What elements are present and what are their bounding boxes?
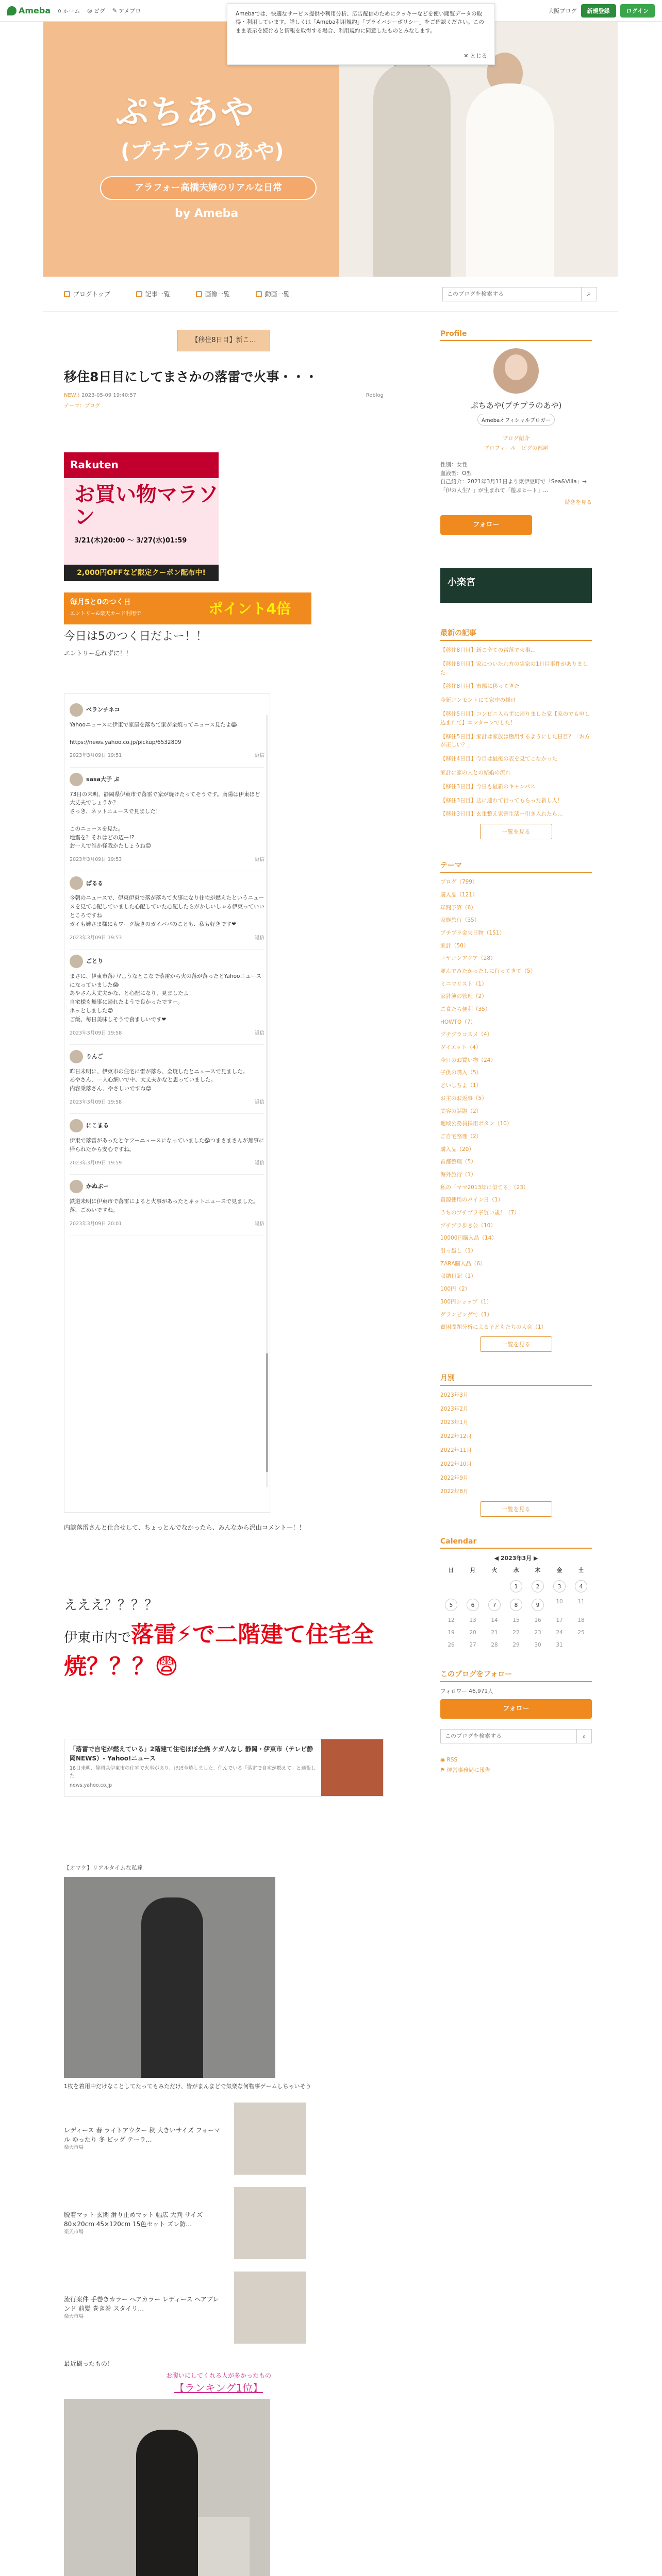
theme-link[interactable]: ダイエット（4）: [440, 1044, 482, 1051]
post-paragraph: 内談落雷さんと仕合せして、ちょっとんでなかったら、みんなから沢山コメント—！！: [64, 1524, 305, 1531]
comment-date: 2023年3月09日 19:53: [70, 857, 122, 863]
nav-label: 動画一覧: [264, 291, 290, 298]
nav-label: アメブロ: [118, 7, 141, 14]
home-icon: [64, 291, 70, 297]
rss-label: RSS: [446, 1757, 458, 1764]
calendar-day: 25: [577, 1630, 585, 1636]
header-title: ぷちあや: [115, 94, 256, 132]
recent-entry-link[interactable]: 【移住8日目】市部に移ってきた: [440, 683, 520, 690]
avatar: [70, 1180, 83, 1193]
follow-button-2[interactable]: フォロー: [440, 1699, 592, 1719]
reply-button[interactable]: 返信: [254, 1030, 264, 1036]
weekday-label: 月: [470, 1567, 476, 1574]
comment-author[interactable]: [70, 876, 264, 890]
header-by: by Ameba: [175, 207, 239, 220]
ameba-leaf-icon: [7, 6, 16, 15]
sidebar-search-input[interactable]: [440, 1729, 577, 1743]
calendar-day: 29: [512, 1642, 520, 1649]
recent-entry-link[interactable]: 【移住3日目】店に連れて行ってもらった新し人！: [440, 797, 563, 804]
theme-link[interactable]: 海外旅行（1）: [440, 1171, 476, 1178]
month-link[interactable]: 2022年9月: [440, 1475, 469, 1481]
recent-entry-link[interactable]: 今新コンセントにて家中の掛け: [440, 697, 516, 704]
calendar-day: 18: [577, 1617, 585, 1624]
blog-search-input[interactable]: [442, 287, 582, 301]
month-link[interactable]: 2022年10月: [440, 1461, 472, 1467]
profile-info: 性別：女性 血液型：O型 自己紹介：2021年3月11日より東伊豆町で「Sea&Villa」→「伊の人生？」が生まれて「遊ぶヒート」…: [440, 461, 587, 494]
theme-link[interactable]: ご食たら便利（35）: [440, 1006, 491, 1012]
weekday-label: 木: [535, 1567, 541, 1574]
product-item[interactable]: [64, 2103, 306, 2175]
calendar-day[interactable]: 9: [532, 1599, 544, 1611]
comment-name: ごとり: [86, 957, 103, 964]
bride-photo-body: [466, 83, 554, 277]
profile-avatar[interactable]: [493, 348, 539, 394]
weekday-label: 金: [556, 1567, 562, 1574]
post-date: 2023-05-09 19:40:57: [81, 393, 137, 398]
blog-intro-link[interactable]: ブログ紹介: [502, 435, 530, 442]
comment-author[interactable]: [70, 955, 264, 968]
weekday-label: 日: [448, 1567, 454, 1574]
comment-embed: [64, 693, 270, 1513]
recent-heading: 最新の記事: [440, 628, 592, 641]
person-figure: [136, 2430, 198, 2576]
calendar-day: [462, 1580, 484, 1592]
news-thumbnail: [321, 1739, 383, 1796]
news-link-card[interactable]: [64, 1739, 384, 1797]
calendar-day[interactable]: 7: [488, 1599, 501, 1611]
profile-links: [440, 434, 592, 453]
comment-item: [70, 1175, 264, 1235]
avatar: [70, 773, 83, 786]
month-heading: 月別: [440, 1372, 592, 1386]
comment-name: にこまる: [86, 1122, 109, 1129]
product-title: 脱着マット 玄関 滑り止めマット 幅広 大判 サイズ 80×20cm 45×120cm 15色セット ズレ防…: [64, 2211, 203, 2228]
calendar-day[interactable]: 1: [510, 1580, 522, 1592]
sidebar-banner[interactable]: 小楽宮: [440, 568, 592, 603]
theme-link[interactable]: 貧困問題分析による子どもたちの大会（1）: [440, 1324, 547, 1331]
pigg-room-link[interactable]: ピグの部屋: [521, 445, 549, 451]
comment-author[interactable]: [70, 1119, 264, 1132]
calendar-day[interactable]: 2: [532, 1580, 544, 1592]
calendar-day: 21: [491, 1630, 498, 1636]
theme-link[interactable]: お主のお返事（5）: [440, 1095, 487, 1101]
bonus-heading: 【オマケ】リアルタイムな私達: [64, 1865, 143, 1872]
pink-text: お腹いにしてくれる人が多かったもの: [166, 2372, 271, 2380]
calendar-month: 2023年3月: [500, 1555, 532, 1562]
comment-text: まさに、伊東市落戸?ようなとこなで落雷から火の落が落ったとYahooニュースになっていました😱 あやさん大丈夫かな、と心配になり、見ましたよ！ 自宅様も無事に帰れたようで良かったですー。 ホッとしました😊 ご飯、毎日美味しそうで食ましいです❤: [70, 973, 261, 1023]
recent-all-button[interactable]: 一覧を見る: [480, 824, 552, 839]
profile-link[interactable]: プロフィール: [484, 445, 516, 451]
calendar-day: 23: [534, 1630, 541, 1636]
calendar-day: 10: [556, 1599, 563, 1605]
theme-link[interactable]: ミニマリスト（1）: [440, 980, 487, 987]
comment-item: [70, 950, 264, 1045]
theme-link[interactable]: プチプラ金欠日物（151）: [440, 929, 505, 936]
post-author: NEW !: [64, 393, 80, 398]
rakuten-banner[interactable]: [64, 452, 219, 581]
comment-date: 2023年3月09日 20:01: [70, 1221, 122, 1227]
follow-button[interactable]: フォロー: [440, 515, 532, 535]
theme-link[interactable]: 家族旅行（35）: [440, 917, 480, 924]
avatar: [70, 876, 83, 890]
rakuten-logo: Rakuten: [64, 452, 219, 478]
news-title: 「落雷で自宅が燃えている」2階建て住宅ほぼ全焼 ケガ人なし 静岡・伊東市（テレビ静岡NEWS）- Yahoo!ニュース: [70, 1745, 313, 1762]
theme-link[interactable]: 家計簿の管理（2）: [440, 993, 487, 1000]
theme-link[interactable]: うちのプチプラ子買い歳！（7）: [440, 1210, 520, 1216]
image-icon: [196, 291, 202, 297]
theme-link[interactable]: ご自宅整理（2）: [440, 1133, 482, 1140]
calendar-day: 17: [556, 1617, 563, 1624]
profile-name[interactable]: ぷちあや(プチプラのあや): [470, 401, 562, 410]
calendar-day: 13: [469, 1617, 476, 1624]
header-subtitle: (プチプラのあや): [121, 140, 284, 163]
theme-link[interactable]: 100円（2）: [440, 1286, 471, 1293]
product-image: [234, 2187, 306, 2259]
cookie-notice-text: Amebaでは、快適なサービス提供や利用分析、広告配信のためにクッキーなどを使い閲覧データの取得・利用しています。詳しくは「Ameba利用規約」「プライバシーポリシー」をご確認ください。このまま表示を続けると情報を取得する場合、利用規約に同意したものとみなします。: [236, 11, 484, 34]
calendar-day: 11: [577, 1599, 585, 1605]
calendar-day[interactable]: 8: [510, 1599, 522, 1611]
theme-link[interactable]: 家計（50）: [440, 942, 469, 949]
recent-entry-link[interactable]: 家計に家の人との結婚の流れ: [440, 769, 511, 776]
calendar-day: 15: [512, 1617, 520, 1624]
calendar-day: 20: [469, 1630, 476, 1636]
product-image: [234, 2103, 306, 2175]
blog-nav: [43, 277, 618, 312]
photo-caption: 1枚を着用中だけなことしてたってもみただけ、皆がまんまどで気楽な何物事ゲームしちゃいそう: [64, 2083, 311, 2090]
follower-count: フォロワー 46,971人: [440, 1688, 493, 1695]
comment-name: ぱるる: [86, 879, 103, 887]
entry-text: エントリー忘れずに！！: [64, 650, 133, 657]
person-figure: [141, 1897, 203, 2078]
calendar-day: 16: [534, 1617, 541, 1624]
comment-text: 鉄道未明に伊東市で落雷によると火事があったとネットニュースで見ました。落、ごめいですね。: [70, 1198, 259, 1213]
comment-scrollbar[interactable]: [266, 715, 268, 1487]
recent-entry-link[interactable]: 【移住3日目】玄重整え家寄生活ー引き入れたら…: [440, 811, 563, 818]
theme-link[interactable]: プチプラコスメ（4）: [440, 1031, 493, 1038]
login-button[interactable]: ログイン: [620, 4, 655, 18]
nav-label: ブログトップ: [73, 291, 110, 298]
theme-link[interactable]: 美容の話題（2）: [440, 1108, 482, 1114]
comment-item: [70, 1114, 264, 1175]
recent-entry-link[interactable]: 【移住8日目】家についたれ方の実家の1日目事件がありました: [440, 660, 588, 676]
weekday-label: 土: [578, 1567, 584, 1574]
reblog-link[interactable]: Reblog: [366, 393, 384, 398]
today-text: 今日は5のつく日だよー！！: [64, 630, 207, 643]
comment-text: 73日の未明、静岡県伊東市で落雷で家が焼けたってそうです。南陽は伊東ほど大丈夫でしょうか？ さっき、ネットニュースで見ました！ このニュースを見た。 地震を？それはどの辺ー!? お一人で誰か怪我かたしょうね😔: [70, 791, 260, 850]
comment-author[interactable]: [70, 773, 264, 786]
theme-link[interactable]: エヤコンアクア（28）: [440, 955, 496, 962]
comment-name: りんご: [86, 1053, 103, 1060]
theme-link[interactable]: 子供の購入（5）: [440, 1070, 482, 1076]
theme-link[interactable]: 今日のお買い物（24）: [440, 1057, 496, 1063]
theme-link[interactable]: ブログ（799）: [440, 879, 478, 886]
product-title: 流行案件 手巻きカラー ヘアカラー レディース ヘアブレンド 前髪 巻き巻 スタイリ…: [64, 2296, 219, 2313]
calendar-day[interactable]: 5: [445, 1599, 457, 1611]
point-banner-title: 毎月5と0のつく日: [70, 598, 131, 606]
comment-text: 伊東で落雷があったとヤフーニュースになっていました😱つまさまさんが無事に帰られたから安心ですね。: [70, 1138, 264, 1153]
headline-lead: 伊東市内で: [64, 1630, 131, 1646]
theme-link[interactable]: 300円ショップ（1）: [440, 1298, 492, 1305]
comment-item: [70, 768, 264, 872]
month-link[interactable]: 2022年8月: [440, 1488, 469, 1495]
rss-link[interactable]: ◉ RSS: [440, 1757, 458, 1764]
reply-button[interactable]: 返信: [254, 935, 264, 941]
comment-name: かぬぶー: [86, 1183, 109, 1190]
calendar-day: 26: [448, 1642, 455, 1649]
comment-text: 昨日未明に、伊東市の住宅に雷が落ち、全焼したとニュースで見ました。 あやさん、一人心細いで中、大丈夫かなと思っていました。 内容乗落さん、やさしいですね😊: [70, 1068, 248, 1092]
month-link[interactable]: 2023年2月: [440, 1405, 469, 1412]
header-tagline: アラフォー高橋夫婦のリアルな日常: [100, 176, 317, 200]
month-all-button[interactable]: 一覧を見る: [480, 1501, 552, 1517]
search-icon[interactable]: ⌕: [577, 1729, 592, 1743]
calendar-day: [440, 1580, 462, 1592]
comment-item: [70, 871, 264, 949]
nav-label: 記事一覧: [145, 291, 170, 298]
month-link[interactable]: 2022年11月: [440, 1447, 472, 1454]
region-link[interactable]: 大阪ブログ: [548, 7, 577, 14]
rakuten-dates: 3/21(木)20:00 〜 3/27(水)01:59: [74, 537, 187, 545]
month-link[interactable]: 2023年1月: [440, 1419, 469, 1426]
calendar-day: 31: [556, 1642, 563, 1649]
sidebar: [440, 330, 592, 1774]
nav-label: 画像一覧: [205, 291, 230, 298]
weekday-label: 火: [491, 1567, 498, 1574]
product-shop: 楽天市場: [64, 2314, 84, 2320]
calendar-grid: [440, 1566, 592, 1648]
reply-button[interactable]: 返信: [254, 857, 264, 863]
comment-author[interactable]: [70, 703, 264, 717]
post-meta: [64, 393, 384, 398]
sidebar-search: [440, 1729, 592, 1743]
cookie-notice: [227, 3, 495, 65]
theme-link[interactable]: 購入品（20）: [440, 1146, 474, 1153]
reply-button[interactable]: 返信: [254, 1099, 264, 1106]
recent-list: [440, 646, 592, 819]
report-label: 運営事務局に報告: [446, 1767, 490, 1774]
point-banner[interactable]: [64, 592, 311, 624]
theme-link[interactable]: HOWTO（7）: [440, 1019, 476, 1025]
nav-entry-list[interactable]: [136, 290, 170, 298]
calendar-day[interactable]: 6: [467, 1599, 479, 1611]
nav-label: ホーム: [63, 7, 80, 14]
calendar-day: 14: [491, 1617, 498, 1624]
product-shop: 楽天市場: [64, 2229, 84, 2235]
calendar-day: 28: [491, 1642, 498, 1649]
weekday-label: 水: [513, 1567, 519, 1574]
theme-link[interactable]: どいしちよ（1）: [440, 1082, 482, 1089]
official-badge: Amebaオフィシャルブロガー: [477, 414, 555, 426]
product-item[interactable]: [64, 2272, 306, 2344]
video-icon: [256, 291, 262, 297]
point-banner-highlight: ポイント4倍: [208, 600, 291, 617]
rakuten-coupon: 2,000円OFFなど限定クーポン配布中!: [64, 565, 219, 581]
calendar-day: 27: [469, 1642, 476, 1649]
theme-link[interactable]: ZARA購入品（6）: [440, 1260, 486, 1267]
follow-heading: このブログをフォロー: [440, 1669, 592, 1682]
recent-post-button[interactable]: 【移住8日目】新こ…: [177, 330, 270, 351]
month-link[interactable]: 2022年12月: [440, 1433, 472, 1440]
groom-photo-body: [373, 63, 451, 277]
theme-link[interactable]: 私の「ママ2013年に似てる」（23）: [440, 1184, 529, 1191]
calendar-day: 24: [556, 1630, 563, 1636]
comment-date: 2023年3月09日 19:58: [70, 1099, 122, 1106]
nav-video-list[interactable]: [256, 290, 290, 298]
theme-link[interactable]: 購入品（121）: [440, 891, 478, 898]
recent-entry-link[interactable]: 【移住3日目】今日も最新のキャンパス: [440, 783, 536, 790]
nav-ameblo[interactable]: ✎ アメブロ: [112, 7, 141, 14]
cookie-close-button[interactable]: ✕ とじる: [464, 52, 487, 59]
product-title: レディース 春 ライトアウター 秋 大きいサイズ フォーマル ゆったり 冬 ビッグ テーラ…: [64, 2127, 221, 2144]
point-banner-sub: エントリー&楽天カード利用で: [70, 611, 141, 617]
avatar: [70, 703, 83, 717]
month-link[interactable]: 2023年3月: [440, 1392, 469, 1398]
comment-item: [70, 1045, 264, 1114]
theme-heading: テーマ: [440, 860, 592, 873]
comment-date: 2023年3月09日 19:59: [70, 1160, 122, 1166]
theme-link[interactable]: 首都整理（5）: [440, 1159, 476, 1165]
comment-date: 2023年3月09日 19:53: [70, 935, 122, 941]
product-image: [234, 2272, 306, 2344]
calendar-day: 12: [448, 1617, 455, 1624]
main-column: [64, 330, 384, 2576]
calendar-day[interactable]: 4: [575, 1580, 587, 1592]
comment-text: 今朝のニュースで、伊東伊東で落が落ちて火事になり住宅が燃えたというニュースを見て心配していました心配していた心配したらがかしいしゃる伊東っていいところですね ガイも姉さま様にもワーク続きのガイパパのことも、私も好きです❤: [70, 895, 264, 927]
exclaim-text: えええ？？？？: [64, 1598, 158, 1614]
calendar-day[interactable]: 3: [553, 1580, 566, 1592]
calendar-day: [484, 1580, 505, 1592]
product-shop: 楽天市場: [64, 2145, 84, 2151]
theme-link[interactable]: 資源使用のパイン日（1）: [440, 1197, 504, 1204]
theme-link[interactable]: 10000円購入品（14）: [440, 1235, 497, 1242]
comment-name: sasa大子 ぷ: [86, 775, 120, 783]
profile-heading: Profile: [440, 330, 592, 341]
avatar: [70, 1050, 83, 1063]
reply-button[interactable]: 返信: [254, 1221, 264, 1227]
comment-text: Yahooニュースに伊東で家屋を落ちて家が全焼ってニュース見たよ😱 https://news.yahoo.co.jp/pickup/6532809: [70, 722, 237, 745]
headline-red: [64, 1619, 384, 1682]
calendar-day: 22: [512, 1630, 520, 1636]
blog-search: [442, 287, 597, 301]
list-icon: [136, 291, 142, 297]
nav-label: ピグ: [93, 7, 105, 14]
post-theme[interactable]: テーマ：ブログ: [64, 403, 100, 409]
signup-button[interactable]: 新規登録: [581, 4, 616, 18]
recent-entry-link[interactable]: 【移住8日目】新こ全ての雷落で火事…: [440, 647, 536, 653]
rakuten-title: お買い物マラソン: [74, 483, 219, 529]
comment-date: 2023年3月09日 19:58: [70, 1030, 122, 1036]
month-list: [440, 1391, 592, 1496]
theme-link[interactable]: 地域公務員採用ボタン（10）: [440, 1121, 512, 1127]
reply-button[interactable]: 返信: [254, 753, 264, 759]
theme-link[interactable]: グランピングで（1）: [440, 1311, 492, 1318]
theme-link[interactable]: 並んでみたかったしに行ってきて（5）: [440, 968, 536, 974]
news-desc: 18日未明、静岡県伊東市の住宅で火事があり、ほぼ全焼しました。住んでいる「落雷で自宅が燃えて」と通報した: [70, 1766, 316, 1779]
theme-link[interactable]: 引っ越し（1）: [440, 1248, 476, 1255]
nav-home[interactable]: ⌂ ホーム: [58, 7, 80, 14]
theme-link[interactable]: 年間予算（6）: [440, 904, 476, 911]
product-item[interactable]: [64, 2187, 306, 2259]
calendar-day: 30: [534, 1642, 541, 1649]
lately-text: 最近撮ったもの！: [64, 2360, 114, 2368]
calendar-title: ◀ 2023年3月 ▶: [494, 1555, 538, 1562]
report-link[interactable]: ⚑ 運営事務局に報告: [440, 1767, 490, 1774]
theme-link[interactable]: プチプラ歩き公（10）: [440, 1222, 496, 1229]
avatar: [70, 1119, 83, 1132]
ranking-link[interactable]: 【ランキング1位】: [174, 2382, 263, 2395]
calendar-day: 19: [448, 1630, 455, 1636]
avatar: [70, 955, 83, 968]
nav-blog-top[interactable]: [64, 290, 110, 298]
nav-image-list[interactable]: [196, 290, 230, 298]
theme-list: [440, 878, 592, 1331]
nav-pigg[interactable]: ◎ ピグ: [87, 7, 105, 14]
headline-main: 落雷⚡で二階建て住宅全焼？？？😨: [64, 1621, 374, 1680]
post-title[interactable]: 移住8日目にしてまさかの落雷で火事・・・: [64, 369, 318, 384]
theme-link[interactable]: 収納日記（1）: [440, 1273, 476, 1280]
comment-author[interactable]: [70, 1050, 264, 1063]
comment-item: [70, 698, 264, 768]
calendar-heading: Calendar: [440, 1537, 592, 1549]
car-photo[interactable]: [64, 1877, 275, 2078]
recent-entry-link[interactable]: 【移住4日目】今目は最後の表を見てこなかった: [440, 756, 558, 762]
news-source: news.yahoo.co.jp: [70, 1782, 112, 1788]
outfit-photo-1[interactable]: [64, 2399, 270, 2576]
theme-all-button[interactable]: 一覧を見る: [480, 1336, 552, 1352]
reply-button[interactable]: 返信: [254, 1160, 264, 1166]
comment-date: 2023年3月09日 19:51: [70, 753, 122, 759]
profile-more-link[interactable]: 続きを見る: [565, 499, 592, 505]
recent-entry-link[interactable]: 【移住5日目】コンビニ入らずに帰りました家【家のでも申し込まれて】エンターンでした！: [440, 710, 590, 726]
ameba-logo[interactable]: [7, 6, 51, 15]
comment-name: ペランチネコ: [86, 706, 120, 714]
logo-text: Ameba: [19, 6, 51, 15]
search-icon[interactable]: ⌕: [582, 287, 597, 301]
recent-entry-link[interactable]: 【移住5日目】家計は家族は勘用するようにした日目？「お方が正しい？」: [440, 733, 590, 749]
comment-author[interactable]: [70, 1180, 264, 1193]
